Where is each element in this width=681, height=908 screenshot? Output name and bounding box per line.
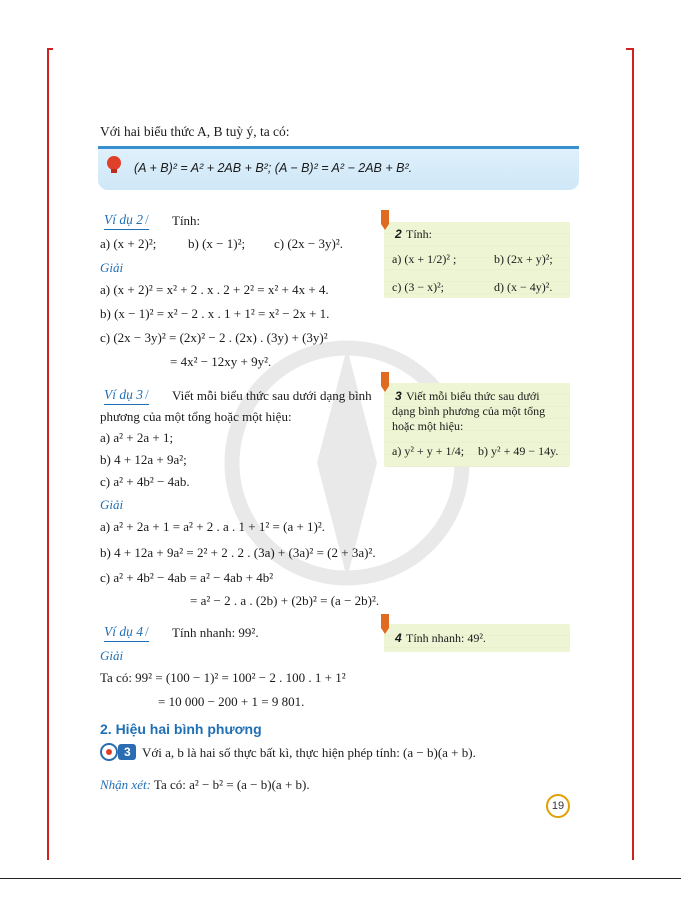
activity-number: 3 bbox=[124, 745, 131, 759]
nhan-xet bbox=[100, 777, 310, 793]
practice-3-line-3: hoặc một hiệu: bbox=[392, 419, 464, 433]
example-2-task: Tính: bbox=[172, 213, 201, 228]
practice-4-text: Tính nhanh: 49². bbox=[406, 631, 486, 645]
practice-3-line-1: Viết mỗi biểu thức sau dưới bbox=[406, 389, 540, 403]
intro-text: Với hai biểu thức A, B tuỳ ý, ta có: bbox=[100, 124, 290, 139]
pencil-icon bbox=[378, 372, 392, 392]
practice-3-line-2: dạng bình phương của một tổng bbox=[392, 404, 546, 418]
example-2-sol-b: b) (x − 1)² = x² − 2 . x . 1 + 1² = x² − 2x + 1. bbox=[100, 306, 330, 321]
example-3-sol-c: c) a² + 4b² − 4ab = a² − 4ab + 4b² bbox=[100, 570, 274, 585]
example-4-tag: Ví dụ 4 / bbox=[104, 624, 149, 640]
example-4-giai: Giải bbox=[100, 648, 124, 663]
formula-box bbox=[98, 146, 579, 190]
formula-text: (A + B)² = A² + 2AB + B²; (A − B)² = A² − 2AB + B². bbox=[134, 161, 413, 175]
example-4-task: Tính nhanh: 99². bbox=[172, 625, 259, 640]
example-2-part-c: c) (2x − 3y)². bbox=[274, 236, 343, 251]
example-3-giai: Giải bbox=[100, 497, 124, 512]
example-3-task-2: phương của một tổng hoặc một hiệu: bbox=[100, 409, 292, 424]
example-2-giai: Giải bbox=[100, 260, 124, 275]
pencil-icon bbox=[378, 210, 392, 230]
example-3-part-b: b) 4 + 12a + 9a²; bbox=[100, 452, 187, 467]
frame-tick-right bbox=[626, 48, 632, 50]
practice-2-d: d) (x − 4y)². bbox=[494, 280, 553, 294]
practice-4-number: 4 bbox=[395, 631, 402, 645]
activity-icon bbox=[100, 743, 138, 761]
activity-text: Với a, b là hai số thực bất kì, thực hiện phép tính: (a − b)(a + b). bbox=[142, 745, 476, 760]
practice-2-number: 2 bbox=[395, 227, 402, 241]
practice-3-number: 3 bbox=[395, 389, 402, 403]
example-2-label: Ví dụ 2 bbox=[104, 212, 143, 227]
practice-2-a: a) (x + 1/2)² ; bbox=[392, 252, 457, 266]
practice-3-a: a) y² + y + 1/4; bbox=[392, 444, 465, 458]
example-3-sol-a: a) a² + 2a + 1 = a² + 2 . a . 1 + 1² = (a + 1)². bbox=[100, 519, 326, 534]
example-3-part-c: c) a² + 4b² − 4ab. bbox=[100, 474, 190, 489]
example-3-tag: Ví dụ 3 / bbox=[104, 387, 149, 403]
section-2-title: 2. Hiệu hai bình phương bbox=[100, 721, 262, 737]
example-3-task-1: Viết mỗi biểu thức sau dưới dạng bình bbox=[172, 388, 372, 403]
example-2-part-b: b) (x − 1)²; bbox=[188, 236, 246, 251]
lightbulb-icon bbox=[104, 155, 124, 175]
example-4-label: Ví dụ 4 bbox=[104, 624, 143, 639]
practice-3-b: b) y² + 49 − 14y. bbox=[478, 444, 559, 458]
example-3-label: Ví dụ 3 bbox=[104, 387, 143, 402]
example-2-sol-c2: = 4x² − 12xy + 9y². bbox=[170, 354, 272, 369]
example-4-sol-2: = 10 000 − 200 + 1 = 9 801. bbox=[158, 694, 305, 709]
practice-2-c: c) (3 − x)²; bbox=[392, 280, 445, 294]
example-3-sol-c2: = a² − 2 . a . (2b) + (2b)² = (a − 2b)². bbox=[190, 593, 380, 608]
practice-2-title: Tính: bbox=[406, 227, 432, 241]
practice-2-b: b) (2x + y)²; bbox=[494, 252, 553, 266]
frame-tick-left bbox=[47, 48, 53, 50]
nhan-xet-text: Ta có: a² − b² = (a − b)(a + b). bbox=[153, 777, 310, 792]
example-2-sol-c: c) (2x − 3y)² = (2x)² − 2 . (2x) . (3y) + (3y)² bbox=[100, 330, 328, 345]
example-2-part-a: a) (x + 2)²; bbox=[100, 236, 157, 251]
pencil-icon bbox=[378, 614, 392, 634]
page-number: 19 bbox=[546, 794, 570, 818]
example-3-sol-b: b) 4 + 12a + 9a² = 2² + 2 . 2 . (3a) + (3a)² = (2 + 3a)². bbox=[100, 545, 376, 560]
page-frame-left bbox=[47, 48, 49, 860]
example-2-sol-a: a) (x + 2)² = x² + 2 . x . 2 + 2² = x² + 4x + 4. bbox=[100, 282, 329, 297]
example-2-tag: Ví dụ 2 / bbox=[104, 212, 149, 228]
example-4-sol-1: Ta có: 99² = (100 − 1)² = 100² − 2 . 100 . 1 + 1² bbox=[100, 670, 346, 685]
page-frame-right bbox=[632, 48, 634, 860]
bottom-rule bbox=[0, 878, 681, 879]
nhan-xet-label: Nhận xét: bbox=[100, 777, 151, 792]
example-3-part-a: a) a² + 2a + 1; bbox=[100, 430, 174, 445]
